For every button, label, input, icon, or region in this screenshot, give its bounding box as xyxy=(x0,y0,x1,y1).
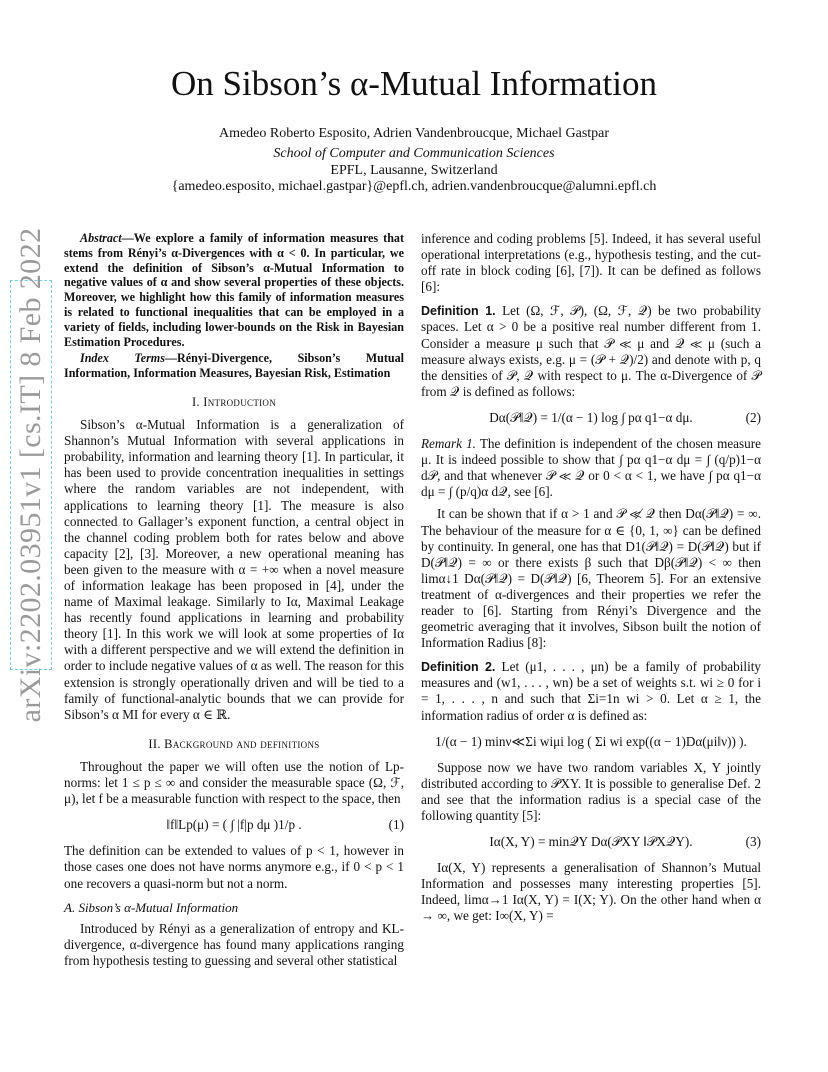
subsection-heading-sibson: A. Sibson’s α-Mutual Information xyxy=(64,899,239,915)
author-emails: {amedeo.esposito, michael.gastpar}@epfl.ch, adrien.vandenbroucque@alumni.epfl.ch xyxy=(171,179,657,194)
arxiv-stamp-text: arXiv:2202.03951v1 [cs.IT] 8 Feb 2022 xyxy=(14,227,47,723)
affiliation-school: School of Computer and Communication Sciences xyxy=(273,146,555,161)
background-paragraph-2: The definition can be extended to values of p < 1, however in those cases one does not have norms anymore e.g., if 0 < p < 1 one recovers a quasi-norm but not a norm. xyxy=(64,843,404,891)
equation-2 xyxy=(421,410,761,426)
definition-1-text: Let (Ω, ℱ, 𝒫), (Ω, ℱ, 𝒬) be two probability spaces. Let α > 0 be a positive real number different from 1. Consider a measure μ such that 𝒫 ≪ μ and 𝒬 ≪ μ (such a measure always exists, e.g. μ = (𝒫 + 𝒬)/2) and denote with p, q the densities of 𝒫, 𝒬 with respect to μ. The α-Divergence of 𝒫 from 𝒬 is defined as follows: xyxy=(421,303,761,399)
abstract-label: Abstract xyxy=(80,231,122,245)
remark-1-text: The definition is independent of the chosen measure μ. It is indeed possible to show that ∫ pα q1−α dμ = ∫ (q/p)1−α d𝒫, and that whenever 𝒫 ≪ 𝒬 or 0 < α < 1, we have ∫ pα q1−α dμ = ∫ (p/q)α d𝒬, see [6]. xyxy=(421,436,762,500)
equation-2-body: Dα(𝒫‖𝒬) = 1/(α − 1) log ∫ pα q1−α dμ. xyxy=(489,409,693,425)
equation-1-body: ‖f‖Lp(μ) = ( ∫ |f|p dμ )1/p . xyxy=(166,817,302,833)
right-paragraph-3: Suppose now we have two random variables X, Y jointly distributed according to 𝒫XY. It is possible to generalise Def. 2 and see that the information radius is a special case of the following quantity [5]: xyxy=(421,759,761,823)
paper-title: On Sibson’s α-Mutual Information xyxy=(171,64,657,103)
sibson-paragraph: Introduced by Rényi as a generalization of entropy and KL-divergence, α-divergence has found many applications ranging from hypothesis testing to guessing and several other statistical xyxy=(64,920,404,968)
intro-paragraph: Sibson’s α-Mutual Information is a generalization of Shannon’s Mutual Information with several applications in probability, information and learning theory [1]. In particular, it has been used to provide concentration inequalities in settings where the random variables are not independent, with applications to learning theory [1]. The measure is also connected to Gallager’s exponent function, a central object in the channel coding problem both for rates below and above capacity [2], [3]. Moreover, a new operational meaning has been given to the measure with α = +∞ when a novel measure of information leakage has been proposed in [4], under the name of Maximal leakage. Similarly to Iα, Maximal Leakage has recently found applications in learning and probability theory [1]. In this work we will look at some properties of Iα with a different perspective and we will extend the definition in order to include negative values of α as well. The reason for this extension is strongly operationally driven and will be tied to a family of functional-analytic bounds that we can provide for Sibson’s α MI for every α ∈ ℝ. xyxy=(64,417,404,722)
equation-2-number: (2) xyxy=(745,409,761,425)
remark-1-label: Remark 1. xyxy=(421,436,476,452)
section-heading-background: II. Background and definitions xyxy=(148,736,320,751)
equation-1-number: (1) xyxy=(388,817,404,833)
arxiv-stamp[interactable] xyxy=(10,227,52,723)
section-heading-introduction: I. Introduction xyxy=(191,394,277,409)
right-paragraph-2: It can be shown that if α > 1 and 𝒫 ≪̸ 𝒬 then Dα(𝒫‖𝒬) = ∞. The behaviour of the measure for α ∈ {0, 1, ∞} can be defined by continuity. In general, one has that D1(𝒫‖𝒬) = D(𝒫‖𝒬) but if D(𝒫‖𝒬) = ∞ or there exists β such that Dβ(𝒫‖𝒬) < ∞ then limα↓1 Dα(𝒫‖𝒬) = D(𝒫‖𝒬) [6, Theorem 5]. For an extensive treatment of α-divergences and their properties we refer the reader to [6]. Starting from Rényi’s Divergence and the geometric averaging that it involves, Sibson built the notion of Information Radius [8]: xyxy=(421,506,761,651)
index-terms-label: Index Terms xyxy=(80,351,165,366)
definition-2 xyxy=(421,659,761,723)
equation-3-body: Iα(X, Y) = min𝒬Y Dα(𝒫XY ‖𝒫X𝒬Y). xyxy=(489,834,693,850)
affiliation-place: EPFL, Lausanne, Switzerland xyxy=(330,163,498,178)
definition-1 xyxy=(421,303,761,400)
equation-3 xyxy=(421,834,761,850)
index-terms-text: —Rényi-Divergence, Sibson’s Mutual Information, Information Measures, Bayesian Risk, Estimation xyxy=(64,351,404,381)
abstract-text: —We explore a family of information measures that stems from Rényi’s α-Divergences with α < 0. In particular, we extend the definition of Sibson’s α-Mutual Information to negative values of α and show several properties of these objects. Moreover, we highlight how this family of information measures is related to functional inequalities that can be employed in a variety of fields, including lower-bounds on the Risk in Bayesian Estimation Procedures. xyxy=(64,231,404,349)
equation-3-number: (3) xyxy=(745,834,761,850)
equation-1 xyxy=(64,817,404,833)
right-column xyxy=(421,231,761,925)
abstract xyxy=(64,231,404,349)
left-column xyxy=(64,231,404,969)
equation-information-radius-body: 1/(α − 1) minν≪Σi wiμi log ( Σi wi exp((α − 1)Dα(μi‖ν)) ). xyxy=(435,733,747,749)
right-paragraph-1: inference and coding problems [5]. Indeed, it has several useful operational interpretations (e.g., hypothesis testing, and the cut-off rate in block coding [6], [7]). It can be defined as follows [6]: xyxy=(421,231,761,295)
background-paragraph: Throughout the paper we will often use the notion of Lp-norms: let 1 ≤ p ≤ ∞ and consider the measurable space (Ω, ℱ, μ), let f be a measurable function with respect to the space, then xyxy=(64,758,404,807)
definition-1-label: Definition 1. xyxy=(421,304,496,319)
index-terms xyxy=(64,351,404,381)
equation-information-radius xyxy=(421,734,761,750)
remark-1 xyxy=(421,436,761,500)
right-paragraph-4: Iα(X, Y) represents a generalisation of Shannon’s Mutual Information and possesses many interesting properties [5]. Indeed, limα→1 Iα(X, Y) = I(X; Y). On the other hand when α → ∞, we get: I∞(X, Y) = xyxy=(421,860,761,924)
definition-2-text: Let (μ1, . . . , μn) be a family of probability measures and (w1, . . . , wn) be a set of weights s.t. wi ≥ 0 for i = 1, . . . , n and such that Σi=1n wi > 0. Let α ≥ 1, the information radius of order α is defined as: xyxy=(421,659,761,723)
definition-2-label: Definition 2. xyxy=(421,660,496,675)
authors: Amedeo Roberto Esposito, Adrien Vandenbroucque, Michael Gastpar xyxy=(218,126,610,141)
